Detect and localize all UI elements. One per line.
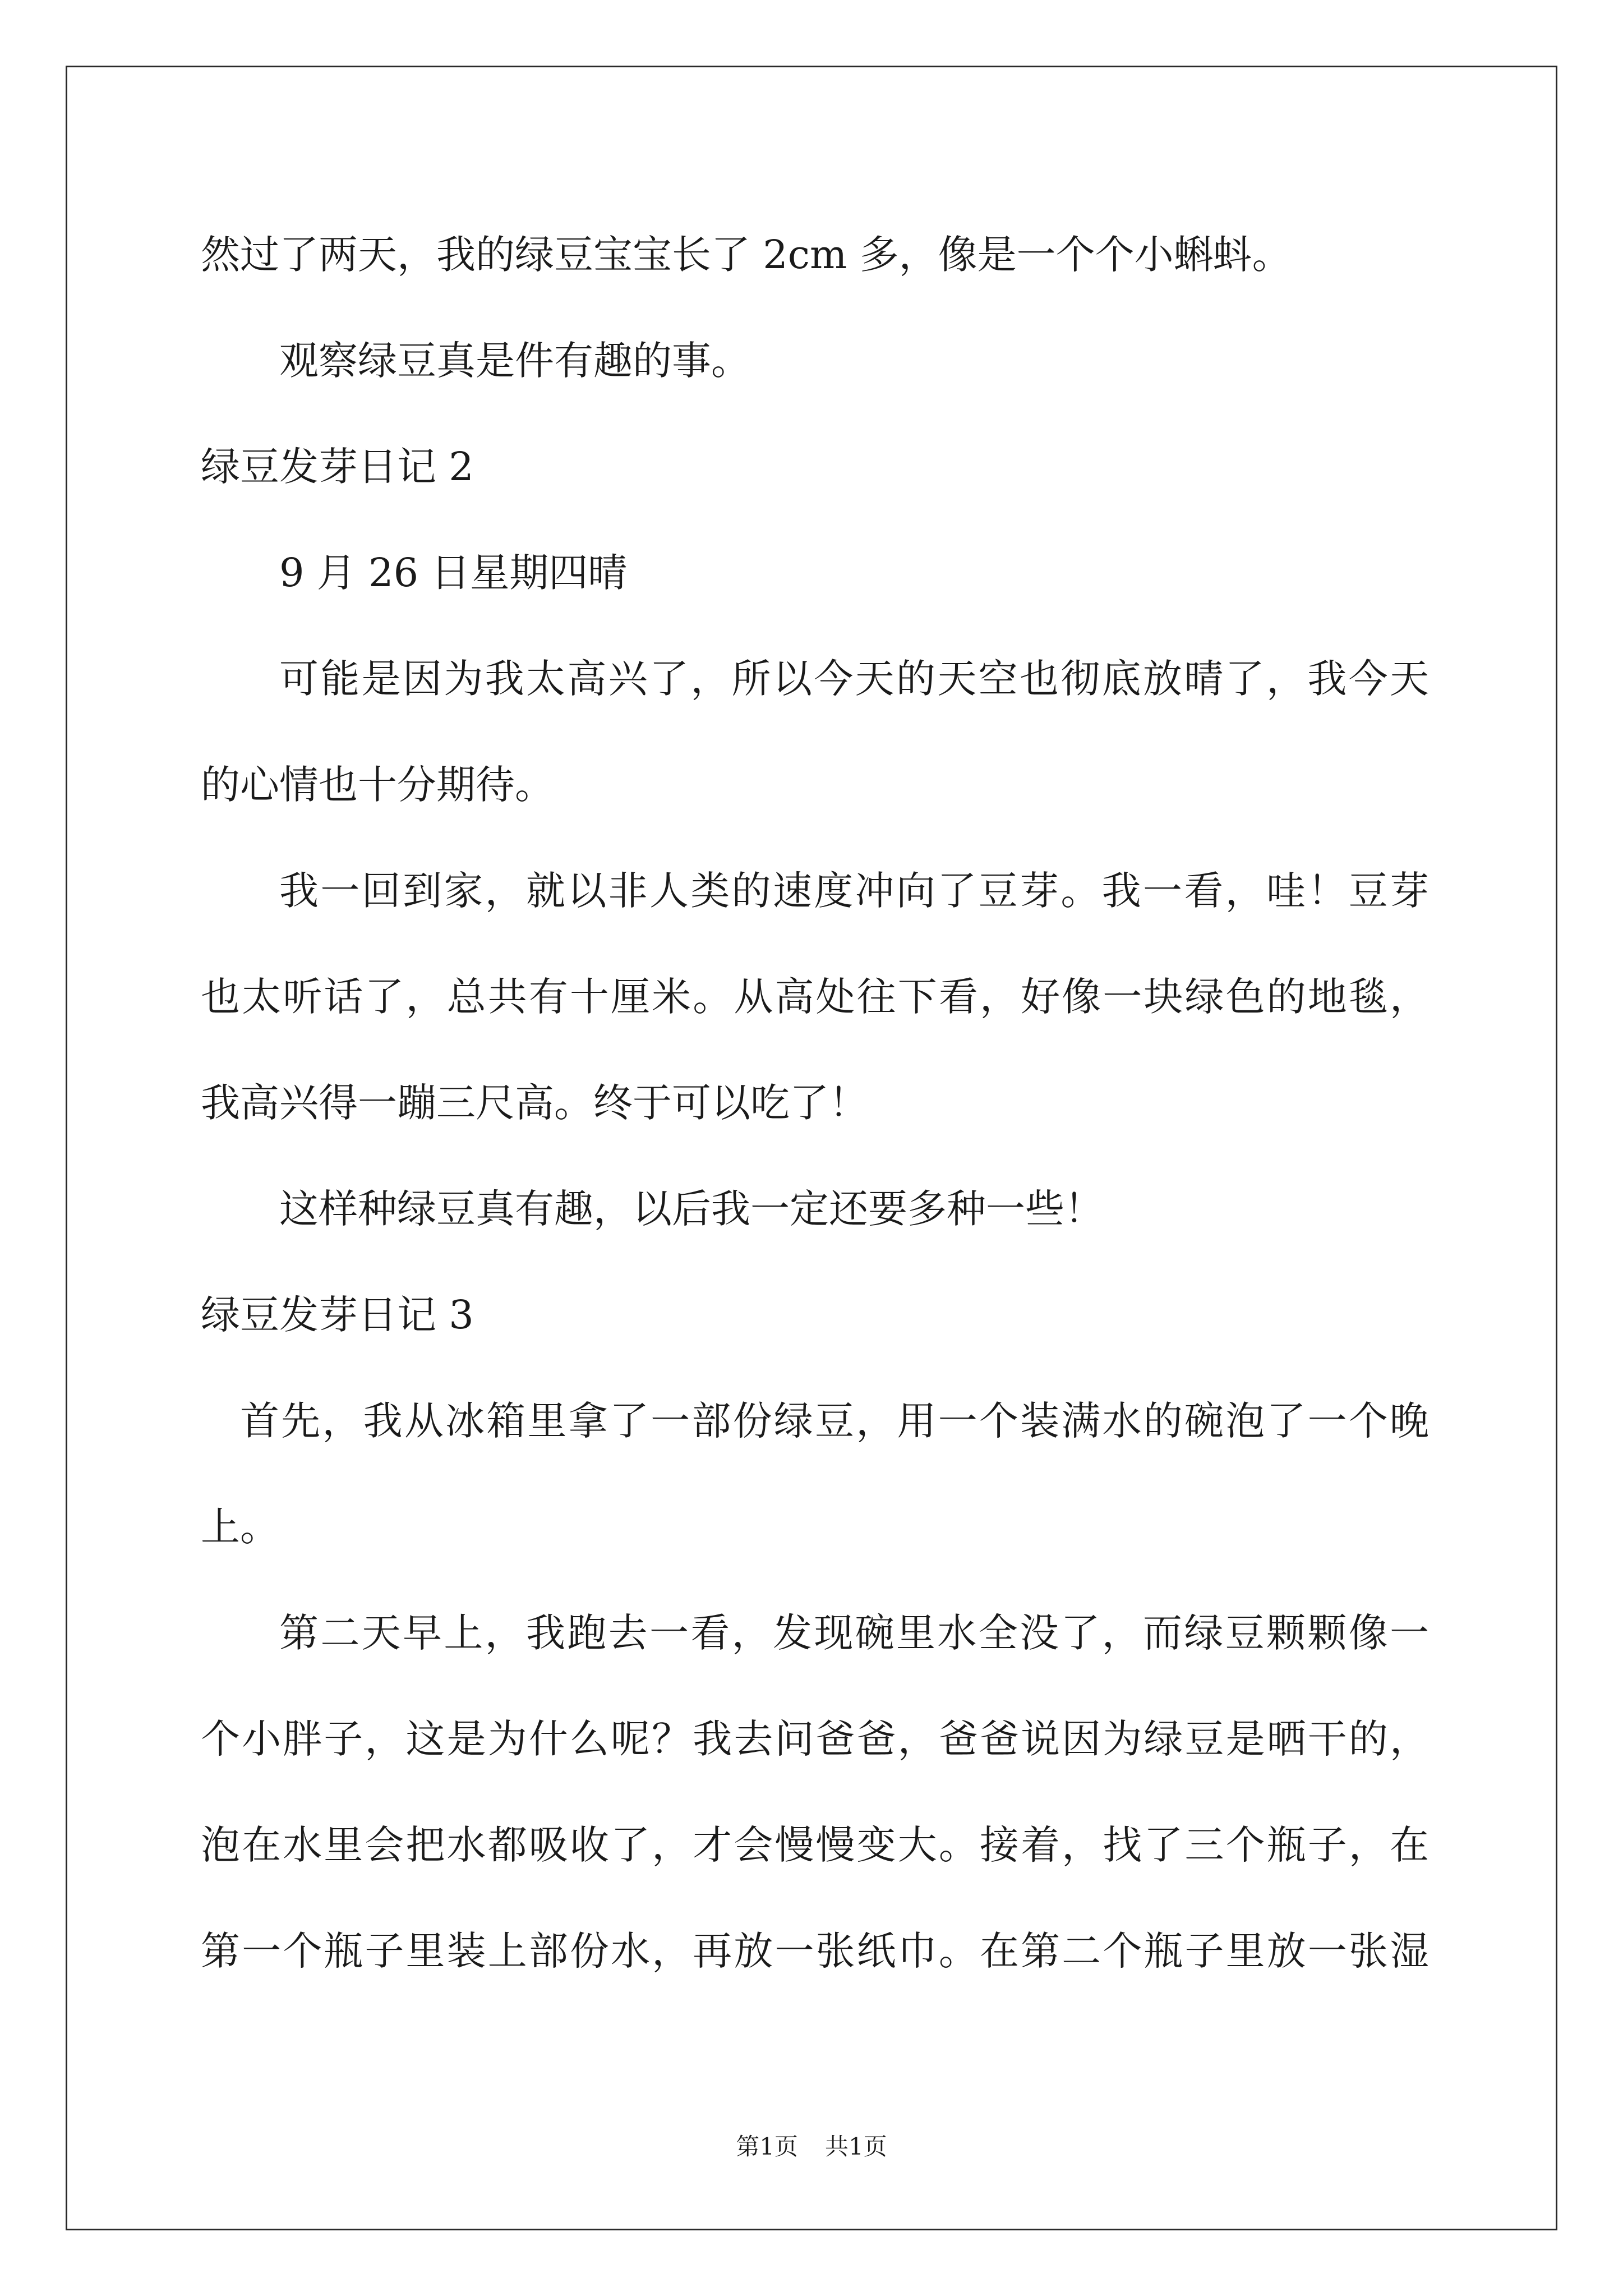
document-body [201,202,1429,2004]
text-line: 的心情也十分期待。 [201,762,554,808]
text-line: 第二天早上，我跑去一看，发现碗里水全没了，而绿豆颗颗像一 [279,1610,1429,1656]
text-line: 泡在水里会把水都吸收了，才会慢慢变大。接着，找了三个瓶子，在 [201,1822,1429,1868]
diary-title: 绿豆发芽日记 3 [201,1292,474,1338]
text-line: 观察绿豆真是件有趣的事。 [279,338,750,384]
page-total: 共1页 [825,2133,887,2160]
text-line: 我高兴得一蹦三尺高。终于可以吃了！ [201,1080,868,1126]
text-line: 首先，我从冰箱里拿了一部份绿豆，用一个装满水的碗泡了一个晚 [240,1398,1429,1444]
text-line: 上。 [201,1504,279,1550]
diary-title: 绿豆发芽日记 2 [201,444,474,490]
paragraph [201,1156,1429,1262]
paragraph [201,308,1429,414]
diary-date: 9 月 26 日星期四晴 [279,550,628,596]
page-number: 第1页 [736,2133,798,2160]
text-line: 也太听话了，总共有十厘米。从高处往下看，好像一块绿色的地毯， [201,974,1429,1020]
paragraph [201,626,1429,838]
page-footer [0,2132,1623,2161]
text-line: 然过了两天，我的绿豆宝宝长了 2cm 多，像是一个个小蝌蚪。 [201,232,1292,278]
text-line: 我一回到家，就以非人类的速度冲向了豆芽。我一看，哇！豆芽 [279,868,1429,914]
paragraph [201,838,1429,1156]
paragraph [201,1368,1429,1580]
text-line: 第一个瓶子里装上部份水，再放一张纸巾。在第二个瓶子里放一张湿 [201,1928,1429,1974]
paragraph [201,202,1429,308]
text-line: 可能是因为我太高兴了，所以今天的天空也彻底放晴了，我今天 [279,656,1429,702]
text-line: 个小胖子，这是为什么呢？我去问爸爸，爸爸说因为绿豆是晒干的， [201,1716,1429,1762]
paragraph [201,1580,1429,2004]
text-line: 这样种绿豆真有趣，以后我一定还要多种一些！ [279,1186,1104,1232]
